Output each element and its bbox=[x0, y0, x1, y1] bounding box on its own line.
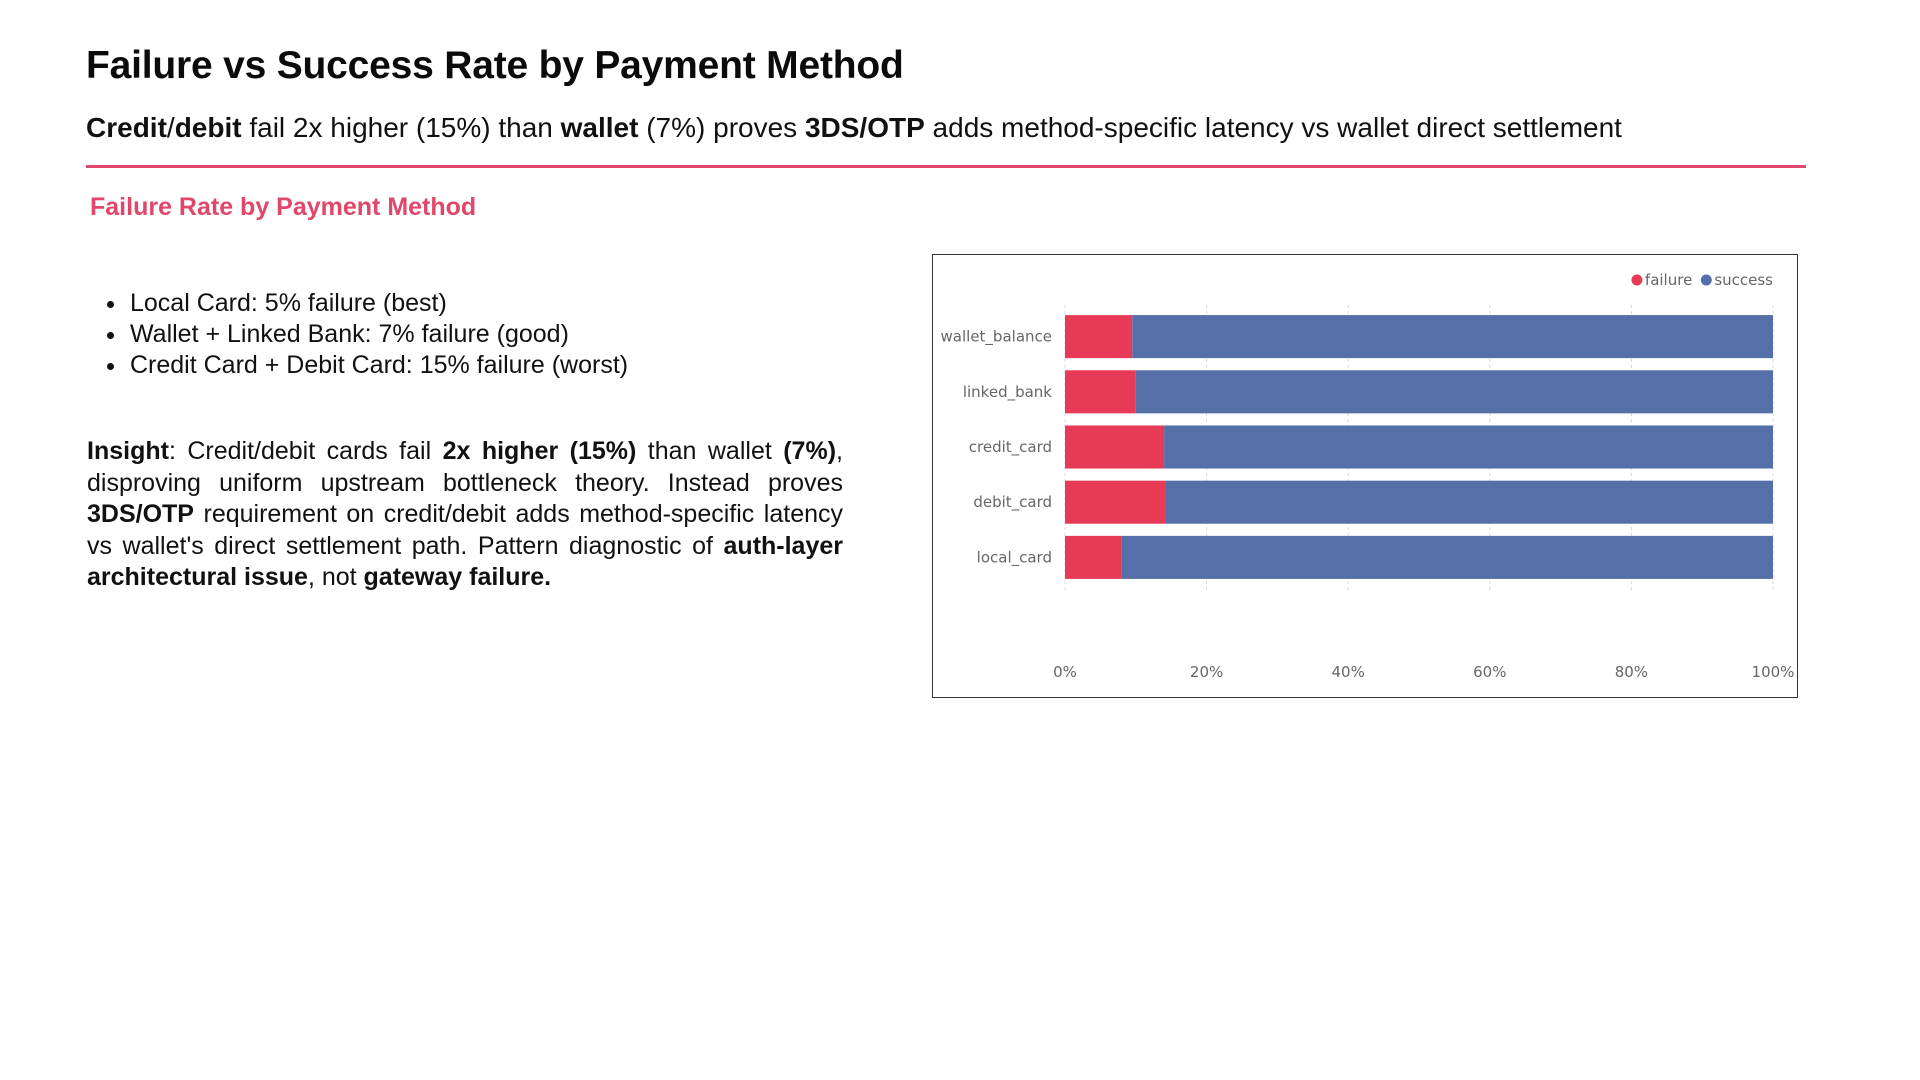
insight-run: : Credit/debit cards fail bbox=[168, 437, 443, 465]
bar-failure-linked-bank bbox=[1065, 370, 1136, 413]
insight-run: , not bbox=[307, 563, 364, 591]
bar-success-local-card bbox=[1122, 536, 1773, 579]
legend-dot-failure bbox=[1631, 275, 1642, 286]
legend-label-success: success bbox=[1714, 271, 1773, 289]
section-heading: Failure Rate by Payment Method bbox=[90, 193, 477, 221]
insight-bold-run: 2x higher (15%) bbox=[442, 437, 637, 465]
title-divider bbox=[86, 165, 1806, 168]
bar-success-debit-card bbox=[1166, 481, 1773, 524]
bullet-local-card: • Local Card: 5% failure (best) bbox=[128, 288, 628, 319]
subtitle-run: / bbox=[166, 112, 175, 143]
insight-bold-run: 3DS/OTP bbox=[87, 500, 194, 528]
subtitle-bold-run: debit bbox=[174, 112, 242, 143]
bar-failure-wallet-balance bbox=[1065, 315, 1132, 358]
insight-bold-run: auth-layer architectural issue bbox=[87, 531, 843, 591]
insight-bold-run: Insight bbox=[87, 437, 169, 465]
subtitle-bold-run: wallet bbox=[560, 112, 639, 143]
bar-failure-debit-card bbox=[1065, 481, 1166, 524]
subtitle-bold-run: Credit bbox=[86, 112, 167, 143]
bar-success-wallet-balance bbox=[1132, 315, 1773, 358]
y-category-label: wallet_balance bbox=[940, 327, 1052, 346]
insight-run: requirement on credit/debit adds method-specific latency vs wallet's direct settlement path. Pattern diagnostic of bbox=[87, 500, 843, 560]
subtitle-run: fail 2x higher (15%) than bbox=[241, 112, 561, 143]
x-tick-label: 20% bbox=[1189, 663, 1224, 681]
legend-label-failure: failure bbox=[1644, 271, 1693, 289]
x-tick-label: 40% bbox=[1331, 663, 1365, 681]
stacked-bar-chart-svg bbox=[933, 255, 1797, 696]
subtitle-run: (7%) proves bbox=[638, 112, 805, 143]
y-category-label: debit_card bbox=[973, 493, 1052, 512]
bullet-wallet-linked-bank: • Wallet + Linked Bank: 7% failure (good) bbox=[128, 319, 628, 350]
y-category-label: local_card bbox=[976, 548, 1052, 567]
insight-run: than wallet bbox=[636, 437, 784, 465]
bar-success-linked-bank bbox=[1136, 370, 1773, 413]
x-tick-label: 0% bbox=[1053, 663, 1077, 681]
x-tick-label: 80% bbox=[1614, 663, 1649, 681]
subtitle-bold-run: 3DS/OTP bbox=[804, 112, 925, 143]
page-subtitle bbox=[86, 112, 1622, 144]
x-tick-label: 100% bbox=[1751, 663, 1795, 681]
subtitle-run: adds method-specific latency vs wallet direct settlement bbox=[924, 112, 1622, 143]
y-category-label: linked_bank bbox=[962, 382, 1052, 401]
insight-paragraph bbox=[87, 436, 843, 594]
bar-failure-local-card bbox=[1065, 536, 1122, 579]
insight-bold-run: gateway failure. bbox=[363, 563, 552, 591]
bar-failure-credit-card bbox=[1065, 425, 1164, 468]
bar-success-credit-card bbox=[1164, 425, 1773, 468]
bullet-credit-debit-card: • Credit Card + Debit Card: 15% failure (worst) bbox=[128, 350, 628, 381]
legend-dot-success bbox=[1701, 275, 1712, 286]
summary-bullet-list bbox=[88, 288, 628, 381]
insight-run: , disproving uniform upstream bottleneck theory. Instead proves bbox=[87, 437, 843, 497]
x-tick-label: 60% bbox=[1473, 663, 1507, 681]
insight-bold-run: (7%) bbox=[783, 437, 837, 465]
y-category-label: credit_card bbox=[968, 438, 1052, 456]
failure-success-chart bbox=[932, 254, 1798, 698]
page-title: Failure vs Success Rate by Payment Method bbox=[86, 44, 904, 87]
